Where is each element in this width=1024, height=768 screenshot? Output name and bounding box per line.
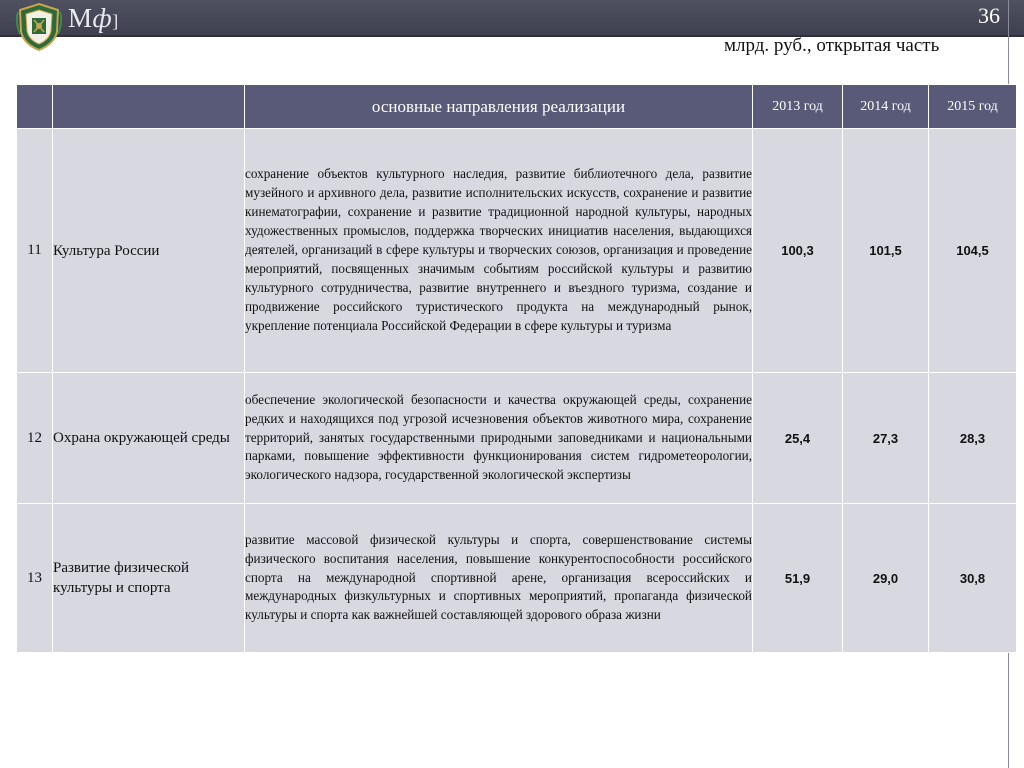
row-number: 11	[17, 129, 53, 373]
logo-text: Мф]	[68, 3, 119, 33]
value-2013: 51,9	[753, 504, 843, 653]
page-number: 36	[978, 3, 1000, 28]
header-num	[17, 85, 53, 129]
table-header-row	[17, 85, 1017, 129]
value-2013: 25,4	[753, 373, 843, 504]
table-row	[17, 129, 1017, 373]
value-2013: 100,3	[753, 129, 843, 373]
value-2014: 29,0	[843, 504, 929, 653]
value-2014: 27,3	[843, 373, 929, 504]
header-program	[53, 85, 245, 129]
header-2013: 2013 год	[753, 85, 843, 129]
header-directions: основные направления реализации	[245, 85, 753, 129]
table-row	[17, 373, 1017, 504]
program-name: Культура России	[53, 129, 245, 373]
value-2014: 101,5	[843, 129, 929, 373]
table-row	[17, 504, 1017, 653]
value-2015: 30,8	[929, 504, 1017, 653]
program-name: Развитие физической культуры и спорта	[53, 504, 245, 653]
program-description: обеспечение экологической безопасности и качества окружающей среды, сохранение редких и находящихся под угрозой исчезновения объектов животного мира, сохранение территорий, занятых государственными природными заповедниками и национальными парками, повышение эффективности функционирования систем гидрометеорологии, экологического надзора, государственной экологической экспертизы	[245, 373, 753, 504]
program-description: сохранение объектов культурного наследия, развитие библиотечного дела, развитие музейного и архивного дела, развитие исполнительских искусств, сохранение и развитие кинематографии, сохранение и развитие традиционной народной культуры, народных художественных промыслов, поддержка творческих инициатив населения, выдающихся деятелей, организаций в сфере культуры и творческих союзов, организация и проведение мероприятий, посвященных значимым событиям российской культуры и развитию культурного сотрудничества, развитие внутреннего и въездного туризма, создание и продвижение российского туристического продукта на международный рынок, укрепление потенциала Российской Федерации в сфере культуры и туризма	[245, 129, 753, 373]
header-2015: 2015 год	[929, 85, 1017, 129]
program-description: развитие массовой физической культуры и спорта, совершенствование системы физического воспитания населения, повышение конкурентоспособности российского спорта на международной спортивной арене, организация всероссийских и международных физкультурных и спортивных мероприятий, пропаганда физической культуры и спорта как важнейшей составляющей здорового образа жизни	[245, 504, 753, 653]
program-name: Охрана окружающей среды	[53, 373, 245, 504]
value-2015: 104,5	[929, 129, 1017, 373]
row-number: 12	[17, 373, 53, 504]
crest-logo-icon	[14, 2, 64, 52]
header-2014: 2014 год	[843, 85, 929, 129]
units-caption: млрд. руб., открытая часть	[724, 35, 940, 56]
row-number: 13	[17, 504, 53, 653]
top-bar	[0, 0, 1024, 37]
programs-table	[16, 84, 1017, 653]
value-2015: 28,3	[929, 373, 1017, 504]
